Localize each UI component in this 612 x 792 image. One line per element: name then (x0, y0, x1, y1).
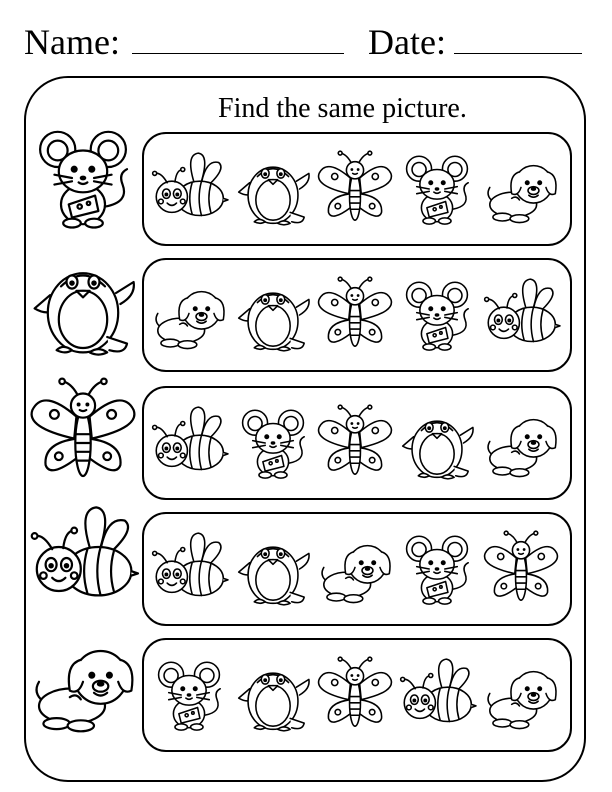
choice-penguin-icon[interactable] (398, 402, 476, 484)
name-label: Name: (24, 22, 120, 62)
choice-row-1 (142, 132, 572, 246)
choice-penguin-icon[interactable] (234, 274, 312, 356)
choice-butterfly-icon[interactable] (316, 148, 394, 230)
choice-butterfly-icon[interactable] (316, 274, 394, 356)
name-blank-line[interactable] (132, 53, 344, 54)
choice-puppy-icon[interactable] (316, 528, 394, 610)
choice-puppy-icon[interactable] (482, 654, 560, 736)
instruction-text: Find the same picture. (218, 93, 467, 124)
choice-mouse-icon[interactable] (234, 402, 312, 484)
choice-bee-icon[interactable] (398, 654, 476, 736)
choice-puppy-icon[interactable] (150, 274, 228, 356)
choice-bee-icon[interactable] (150, 148, 228, 230)
choice-row-4 (142, 512, 572, 626)
choice-row-5 (142, 638, 572, 752)
reference-mouse-icon (28, 122, 138, 234)
choice-bee-icon[interactable] (150, 402, 228, 484)
date-label: Date: (368, 22, 446, 62)
choice-row-2 (142, 258, 572, 372)
choice-butterfly-icon[interactable] (316, 654, 394, 736)
choice-penguin-icon[interactable] (234, 148, 312, 230)
choice-row-3 (142, 386, 572, 500)
choice-butterfly-icon[interactable] (316, 402, 394, 484)
choice-butterfly-icon[interactable] (482, 528, 560, 610)
choice-mouse-icon[interactable] (398, 274, 476, 356)
choice-mouse-icon[interactable] (150, 654, 228, 736)
reference-butterfly-icon (28, 376, 138, 488)
choice-mouse-icon[interactable] (398, 528, 476, 610)
choice-mouse-icon[interactable] (398, 148, 476, 230)
choice-penguin-icon[interactable] (234, 528, 312, 610)
choice-puppy-icon[interactable] (482, 402, 560, 484)
choice-bee-icon[interactable] (150, 528, 228, 610)
choice-penguin-icon[interactable] (234, 654, 312, 736)
choice-bee-icon[interactable] (482, 274, 560, 356)
choice-puppy-icon[interactable] (482, 148, 560, 230)
reference-bee-icon (28, 502, 138, 614)
worksheet-header (24, 20, 588, 70)
reference-puppy-icon (28, 628, 138, 740)
reference-penguin-icon (28, 248, 138, 360)
date-blank-line[interactable] (454, 53, 582, 54)
